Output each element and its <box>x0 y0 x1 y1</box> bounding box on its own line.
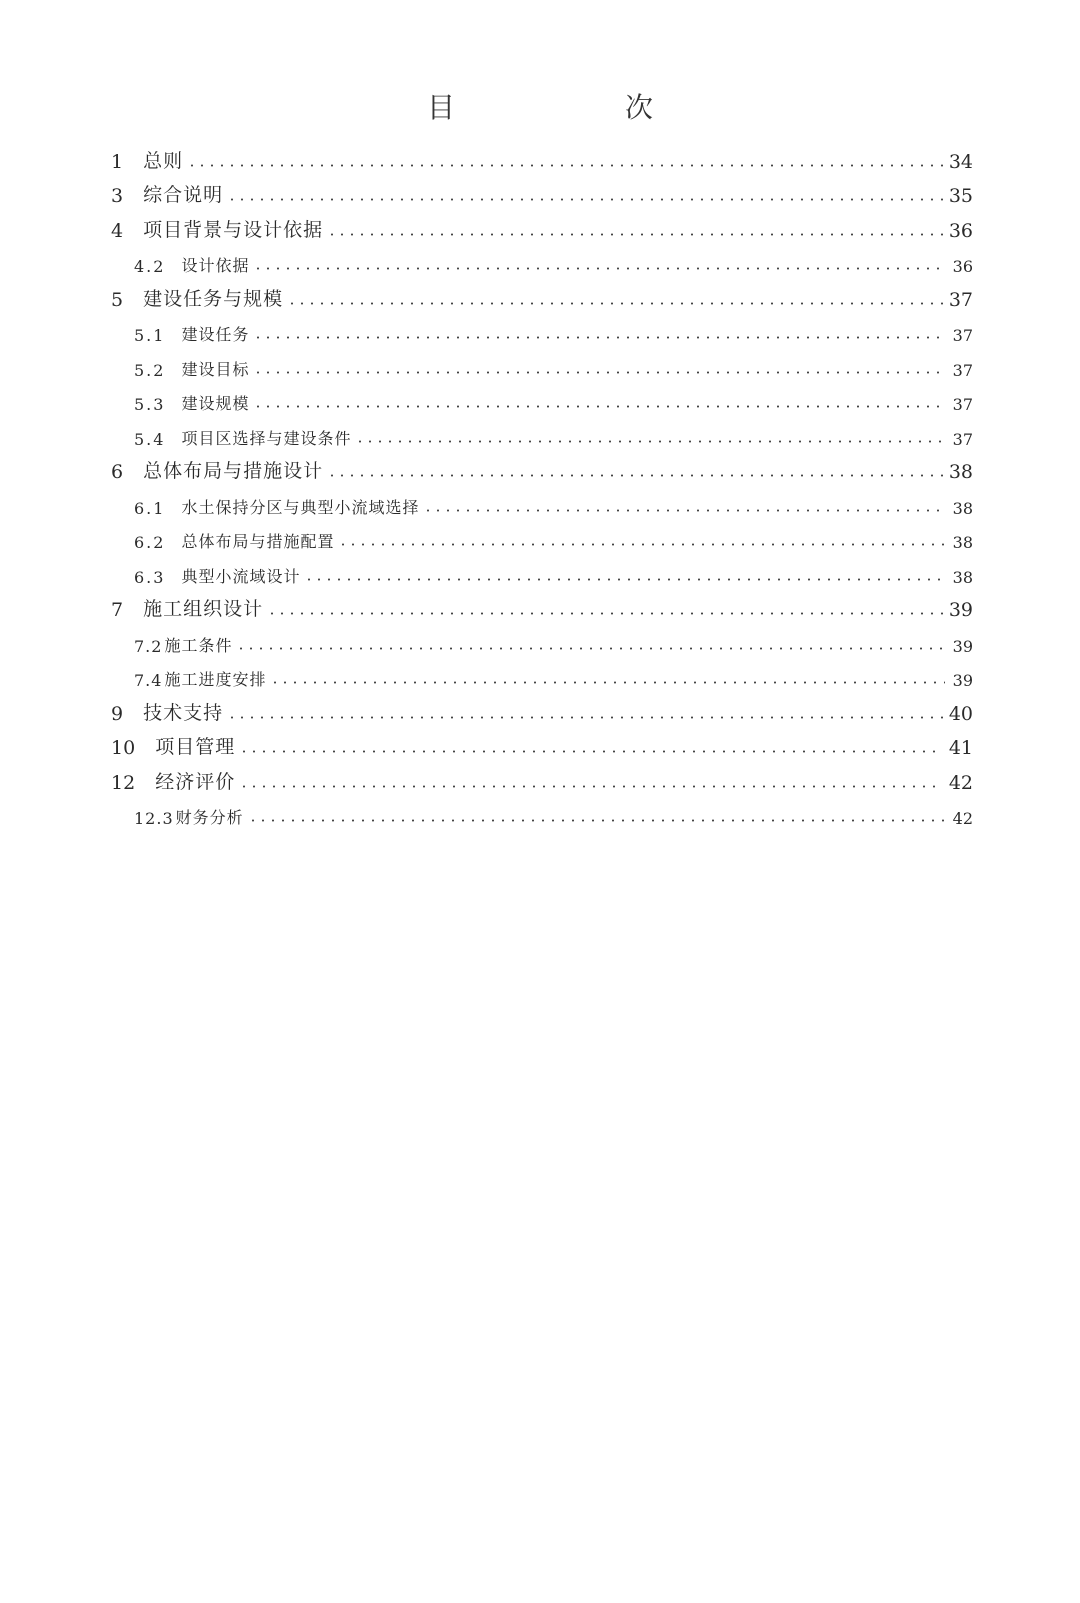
toc-list <box>111 140 973 830</box>
toc-entry-number: 3 <box>111 185 124 207</box>
toc-entry-page: 37 <box>952 326 973 345</box>
toc-entry-page: 37 <box>952 395 973 414</box>
toc-entry-page: 37 <box>948 288 973 311</box>
toc-entry[interactable] <box>111 175 973 210</box>
toc-entry-page: 38 <box>952 533 973 552</box>
dot-leader <box>253 371 945 374</box>
toc-entry-page: 35 <box>948 185 973 207</box>
toc-entry-number: 1 <box>111 150 124 173</box>
toc-entry-title: 总体布局与措施配置 <box>181 532 335 551</box>
toc-entry-number: 6.2 <box>134 533 166 552</box>
toc-entry-number: 6 <box>111 461 124 483</box>
toc-entry-number: 12.3 <box>134 809 174 828</box>
toc-entry-number: 7 <box>111 599 124 621</box>
toc-entry-number: 5 <box>111 288 124 311</box>
toc-entry[interactable] <box>111 140 973 175</box>
toc-entry-page: 37 <box>952 429 973 449</box>
toc-entry-page: 41 <box>948 737 973 759</box>
toc-entry-title: 建设规模 <box>181 394 250 413</box>
toc-entry[interactable] <box>111 692 973 727</box>
toc-entry-number: 10 <box>111 737 136 759</box>
toc-entry-title: 经济评价 <box>155 770 236 793</box>
toc-entry-page: 38 <box>952 567 973 587</box>
toc-subentry[interactable] <box>111 382 973 417</box>
toc-entry-number: 6.3 <box>134 567 166 587</box>
toc-entry[interactable] <box>111 761 973 796</box>
toc-subentry[interactable] <box>111 485 973 520</box>
toc-entry-title: 建设任务 <box>181 325 250 344</box>
toc-entry-number: 4.2 <box>134 257 166 276</box>
toc-entry-number: 5.4 <box>134 429 166 449</box>
dot-leader <box>248 819 945 822</box>
dot-leader <box>253 405 945 408</box>
dot-leader <box>338 543 945 546</box>
toc-entry-title: 建设任务与规模 <box>143 287 284 310</box>
toc-entry-title: 总则 <box>143 149 184 172</box>
toc-subentry[interactable] <box>111 796 973 831</box>
toc-subentry[interactable] <box>111 313 973 348</box>
toc-entry-page: 42 <box>948 771 973 794</box>
toc-subentry[interactable] <box>111 554 973 589</box>
dot-leader <box>327 233 943 236</box>
dot-leader <box>227 198 943 201</box>
dot-leader <box>187 164 943 167</box>
dot-leader <box>239 785 943 788</box>
toc-entry-title: 项目区选择与建设条件 <box>181 428 352 448</box>
toc-entry-title: 建设目标 <box>181 359 250 379</box>
dot-leader <box>423 509 945 512</box>
toc-entry-title: 典型小流域设计 <box>181 566 301 586</box>
toc-entry-page: 42 <box>952 809 973 828</box>
toc-entry-title: 项目背景与设计依据 <box>143 218 324 241</box>
toc-entry-title: 施工组织设计 <box>143 598 264 620</box>
toc-entry-title: 技术支持 <box>143 701 224 724</box>
toc-entry-page: 37 <box>952 360 973 380</box>
toc-entry-number: 7.2 <box>134 636 163 656</box>
toc-entry-title: 设计依据 <box>181 256 250 275</box>
toc-entry-page: 38 <box>948 461 973 483</box>
dot-leader <box>239 750 943 753</box>
toc-entry-number: 6.1 <box>134 498 166 518</box>
dot-leader <box>253 336 945 339</box>
dot-leader <box>253 267 945 270</box>
toc-entry-page: 36 <box>948 219 973 242</box>
toc-entry-number: 12 <box>111 771 136 794</box>
toc-entry[interactable] <box>111 451 973 486</box>
toc-entry-title: 财务分析 <box>175 808 244 827</box>
toc-entry-title: 项目管理 <box>155 736 236 758</box>
toc-entry-title: 施工条件 <box>164 635 233 655</box>
toc-entry-page: 36 <box>952 257 973 276</box>
toc-entry-title: 水土保持分区与典型小流域选择 <box>181 497 420 517</box>
dot-leader <box>267 612 943 615</box>
toc-entry-number: 4 <box>111 219 124 242</box>
dot-leader <box>304 578 945 581</box>
toc-title: 目 次 <box>426 91 691 124</box>
toc-entry-page: 38 <box>952 498 973 518</box>
toc-subentry[interactable] <box>111 658 973 693</box>
toc-entry-number: 5.1 <box>134 326 166 345</box>
toc-subentry[interactable] <box>111 416 973 451</box>
toc-entry-page: 39 <box>952 671 973 690</box>
toc-entry-number: 5.3 <box>134 395 166 414</box>
toc-entry[interactable] <box>111 727 973 762</box>
toc-entry-number: 9 <box>111 702 124 725</box>
toc-subentry[interactable] <box>111 244 973 279</box>
dot-leader <box>355 440 945 443</box>
toc-entry-title: 总体布局与措施设计 <box>143 460 324 482</box>
toc-entry-page: 40 <box>948 702 973 725</box>
dot-leader <box>227 716 943 719</box>
toc-entry-title: 施工进度安排 <box>164 670 267 689</box>
dot-leader <box>236 647 945 650</box>
toc-entry-page: 39 <box>952 636 973 656</box>
toc-subentry[interactable] <box>111 623 973 658</box>
toc-entry-number: 5.2 <box>134 360 166 380</box>
toc-entry-page: 34 <box>948 150 973 173</box>
toc-entry[interactable] <box>111 209 973 244</box>
toc-entry-title: 综合说明 <box>143 184 224 206</box>
toc-entry[interactable] <box>111 278 973 313</box>
dot-leader <box>287 302 943 305</box>
toc-entry[interactable] <box>111 589 973 624</box>
toc-subentry[interactable] <box>111 520 973 555</box>
toc-entry-number: 7.4 <box>134 671 163 690</box>
dot-leader <box>270 681 945 684</box>
dot-leader <box>327 474 943 477</box>
toc-subentry[interactable] <box>111 347 973 382</box>
toc-entry-page: 39 <box>948 599 973 621</box>
